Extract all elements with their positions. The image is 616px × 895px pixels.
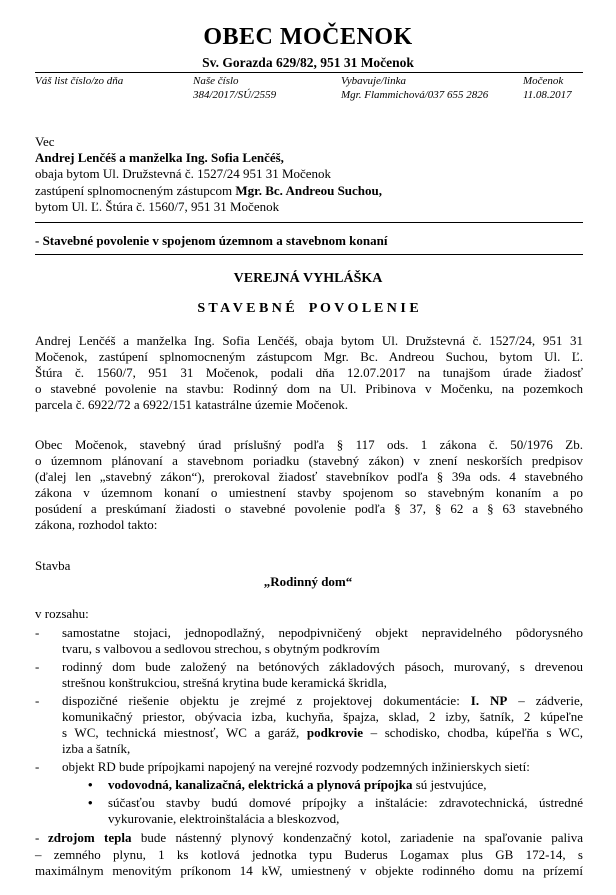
ref-col-handled-by: [341, 74, 488, 102]
text-run: dispozičné riešenie objektu je zrejmé z projektovej dokumentácie:: [62, 693, 471, 708]
ref-value: 384/2017/SÚ/2559: [193, 89, 277, 101]
paragraph-2-line: o územnom plánovaní a stavebnom poriadku (stavebný zákon) v znení neskorších predpisov: [35, 453, 583, 468]
subject-rule-bottom: [35, 254, 583, 255]
ref-label: Váš list číslo/zo dňa: [35, 75, 124, 87]
list-item-line: izba a šatník,: [62, 741, 131, 756]
list-dash: -: [35, 830, 40, 845]
paragraph-2-line: Obec Močenok, stavebný úrad príslušný podľa § 117 ods. 1 zákona č. 50/1976 Zb.: [35, 437, 583, 452]
list-item-line: tvaru, s valbovou a sedlovou strechou, s obytným podkrovím: [62, 641, 380, 656]
paragraph-1-line: Andrej Lenčéš a manželka Ing. Sofia Lenčéš, obaja bytom Ul. Družstevná č. 1527/24, 951 31: [35, 333, 583, 348]
list-dash: -: [35, 759, 40, 774]
scope-label: v rozsahu:: [35, 606, 89, 621]
public-notice-heading: VEREJNÁ VYHLÁŠKA: [233, 271, 383, 286]
paragraph-1-line: Štúra č. 1560/7, 951 31 Močenok, podali dňa 12.07.2017 na tunajšom úrade žiadosť: [35, 365, 583, 380]
ref-label: Naše číslo: [193, 75, 239, 87]
text-run-bold: podkrovie: [306, 725, 364, 740]
list-item-line: samostatne stojaci, jednopodlažný, nepodpivničený objekt nepravidelného pôdorysného: [62, 625, 583, 640]
list-item-line: [62, 693, 583, 709]
municipality-title: OBEC MOČENOK: [203, 24, 413, 50]
text-run: s WC, technická miestnosť, WC a garáž,: [62, 725, 307, 740]
recipient-representative: [35, 183, 382, 199]
header-rule: [35, 72, 583, 73]
paragraph-2-line: zákona, rozhodol takto:: [35, 517, 158, 532]
vec-label: Vec: [35, 134, 55, 149]
text-run: sú jestvujúce,: [412, 777, 487, 792]
list-item-line: objekt RD bude prípojkami napojený na verejné rozvody podzemných inžinierskych sietí:: [62, 759, 530, 774]
list-item-line: strešnou konštrukciou, strešná krytina bude keramická škridla,: [62, 675, 387, 690]
list-item-line: rodinný dom bude založený na betónových základových pásoch, murovaný, s drevenou: [62, 659, 583, 674]
list-item-line: [48, 830, 583, 846]
text-run: – schodisko, chodba, kúpeľňa s WC,: [363, 725, 583, 740]
subject-rule-top: [35, 222, 583, 223]
representative-prefix: zastúpení splnomocneným zástupcom: [35, 183, 236, 198]
list-item-line: maximálnym menovitým príkonom 14 kW, umiestnený v objekte rodinného domu na prízemí: [35, 863, 583, 878]
ref-col-your-letter: [35, 74, 123, 88]
ref-col-our-number: [193, 74, 276, 102]
list-dash: -: [35, 625, 40, 640]
ref-col-place-date: [523, 74, 572, 102]
subject-line: - Stavebné povolenie v spojenom územnom a stavebnom konaní: [35, 233, 388, 248]
sub-item-line: vykurovanie, elektroinštalácia a bleskozvod,: [108, 811, 340, 826]
sub-item-line: [108, 777, 486, 793]
ref-value: Mgr. Flammichová/037 655 2826: [341, 89, 489, 101]
representative-name: Mgr. Bc. Andreou Suchou,: [235, 183, 383, 198]
list-item-line: komunikačný priestor, obývacia izba, kuchyňa, špajza, sklad, 2 izby, šatník, 2 kúpeľne: [62, 709, 583, 724]
list-dash: -: [35, 659, 40, 674]
text-run-bold: zdrojom tepla: [48, 830, 132, 845]
municipality-address: Sv. Gorazda 629/82, 951 31 Močenok: [202, 55, 414, 70]
list-item-line: [62, 725, 583, 741]
representative-address: bytom Ul. Ľ. Štúra č. 1560/7, 951 31 Močenok: [35, 199, 280, 214]
text-run-bold: vodovodná, kanalizačná, elektrická a plynová prípojka: [108, 777, 413, 792]
list-dash: -: [35, 693, 40, 708]
ref-value: 11.08.2017: [523, 89, 572, 101]
sub-item-line: súčasťou stavby budú domové prípojky a inštalácie: zdravotechnická, ústredné: [108, 795, 583, 810]
paragraph-1-line: parcela č. 6922/72 a 6922/151 katastrálne územie Močenok.: [35, 397, 348, 412]
paragraph-2-line: posúdení a preskúmaní žiadosti o stavebné povolenie podľa § 37, § 62 a § 63 stavebného: [35, 501, 583, 516]
text-run: bude nástenný plynový kondenzačný kotol, zariadenie na spaľovanie paliva: [131, 830, 583, 845]
list-item-line: – zemného plynu, 1 ks kotlová jednotka typu Buderus Logamax plus GB 172-14, s: [35, 847, 583, 862]
paragraph-1-line: o stavebné povolenie na stavbu: Rodinný dom na Ul. Pribinova v Močenku, na pozemkoch: [35, 381, 583, 396]
building-permit-heading: S T A V E B N É P O V O L E N I E: [197, 301, 419, 316]
text-run: – zádverie,: [507, 693, 583, 708]
bullet-icon: •: [88, 795, 93, 810]
stavba-name: „Rodinný dom“: [263, 574, 353, 589]
recipient-address: obaja bytom Ul. Družstevná č. 1527/24 951 31 Močenok: [35, 166, 332, 181]
bullet-icon: •: [88, 777, 93, 792]
paragraph-1-line: Močenok, zastúpení splnomocneným zástupcom Mgr. Bc. Andreou Suchou, bytom Ul. Ľ.: [35, 349, 583, 364]
paragraph-2-line: zákona v územnom konaní o umiestnení stavby spojenom so stavebným konaním a po: [35, 485, 583, 500]
ref-label: Močenok: [523, 75, 564, 87]
recipient-name: Andrej Lenčéš a manželka Ing. Sofia Lenčéš,: [35, 150, 284, 165]
ref-label: Vybavuje/linka: [341, 75, 406, 87]
text-run-bold: I. NP: [470, 693, 508, 708]
paragraph-2-line: (ďalej len „stavebný zákon“), prerokoval žiadosť stavebníkov podľa § 39a ods. 4 stavebného: [35, 469, 583, 484]
stavba-label: Stavba: [35, 558, 71, 573]
